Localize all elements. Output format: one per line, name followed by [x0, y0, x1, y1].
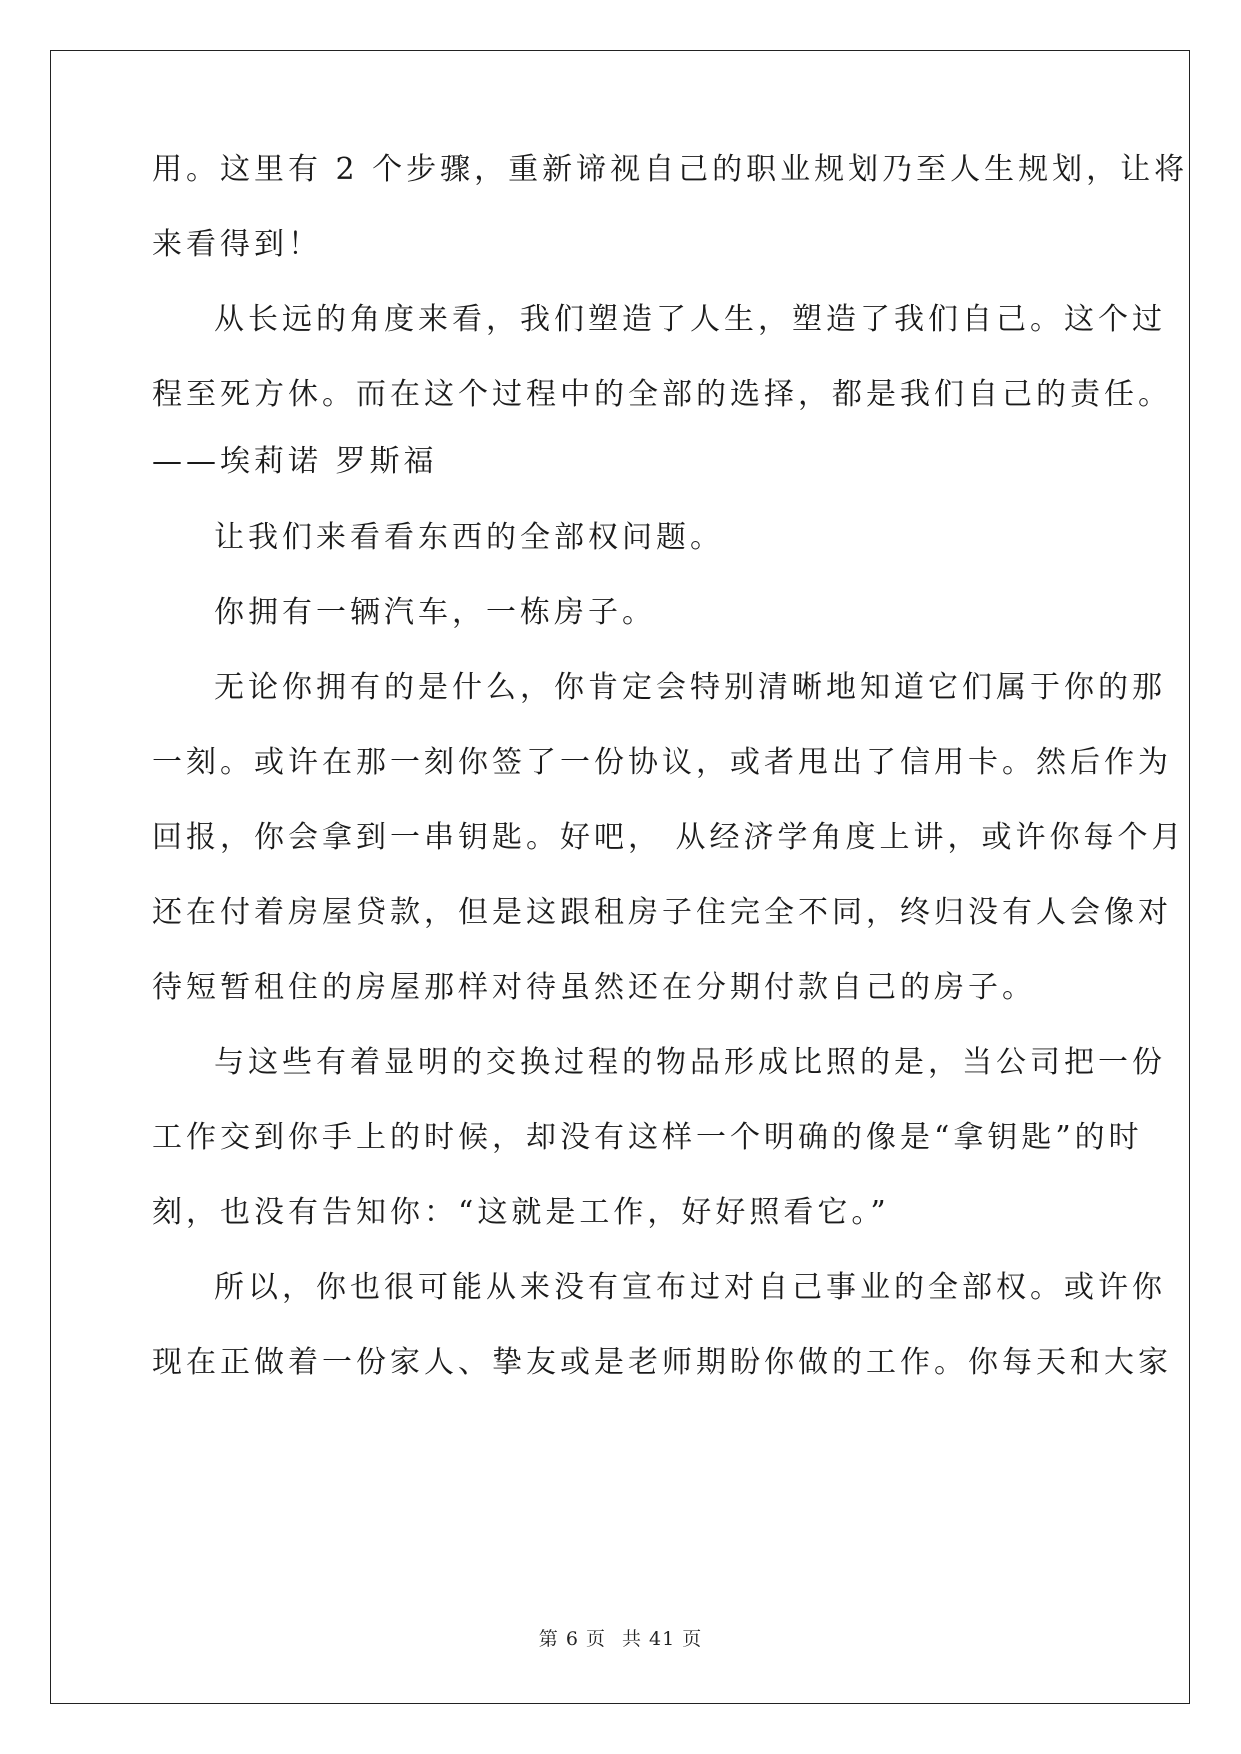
page-number: 第 6 页 [538, 1628, 606, 1650]
text-line: 程至死方休。而在这个过程中的全部的选择，都是我们自己的责任。 [152, 377, 1172, 412]
page-footer [0, 1624, 1241, 1651]
text-line: 回报，你会拿到一串钥匙。好吧， 从经济学角度上讲，或许你每个月 [152, 820, 1186, 855]
page-total: 共 41 页 [621, 1628, 703, 1650]
paragraph-start-line: 你拥有一辆汽车，一栋房子。 [214, 595, 656, 630]
page-frame [50, 50, 1190, 1704]
paragraph-start-line: 从长远的角度来看，我们塑造了人生，塑造了我们自己。这个过 [214, 302, 1166, 337]
paragraph-start-line: 与这些有着显明的交换过程的物品形成比照的是，当公司把一份 [214, 1045, 1166, 1080]
text-line: 一刻。或许在那一刻你签了一份协议，或者甩出了信用卡。然后作为 [152, 745, 1172, 780]
paragraph-start-line: 所以，你也很可能从来没有宣布过对自己事业的全部权。或许你 [214, 1270, 1166, 1305]
paragraph-start-line: 让我们来看看东西的全部权问题。 [214, 520, 724, 555]
text-line: 工作交到你手上的时候，却没有这样一个明确的像是“拿钥匙”的时 [152, 1120, 1143, 1155]
text-line: 用。这里有 2 个步骤，重新谛视自己的职业规划乃至人生规划，让将 [152, 152, 1189, 187]
text-line: 现在正做着一份家人、挚友或是老师期盼你做的工作。你每天和大家 [152, 1345, 1172, 1380]
text-line: 待短暂租住的房屋那样对待虽然还在分期付款自己的房子。 [152, 970, 1036, 1005]
quote-attribution: ——埃莉诺 罗斯福 [152, 444, 438, 479]
paragraph-start-line: 无论你拥有的是什么，你肯定会特别清晰地知道它们属于你的那 [214, 670, 1166, 705]
text-line: 来看得到！ [152, 227, 322, 262]
text-line: 还在付着房屋贷款，但是这跟租房子住完全不同，终归没有人会像对 [152, 895, 1172, 930]
text-line: 刻，也没有告知你：“这就是工作，好好照看它。” [152, 1195, 890, 1230]
